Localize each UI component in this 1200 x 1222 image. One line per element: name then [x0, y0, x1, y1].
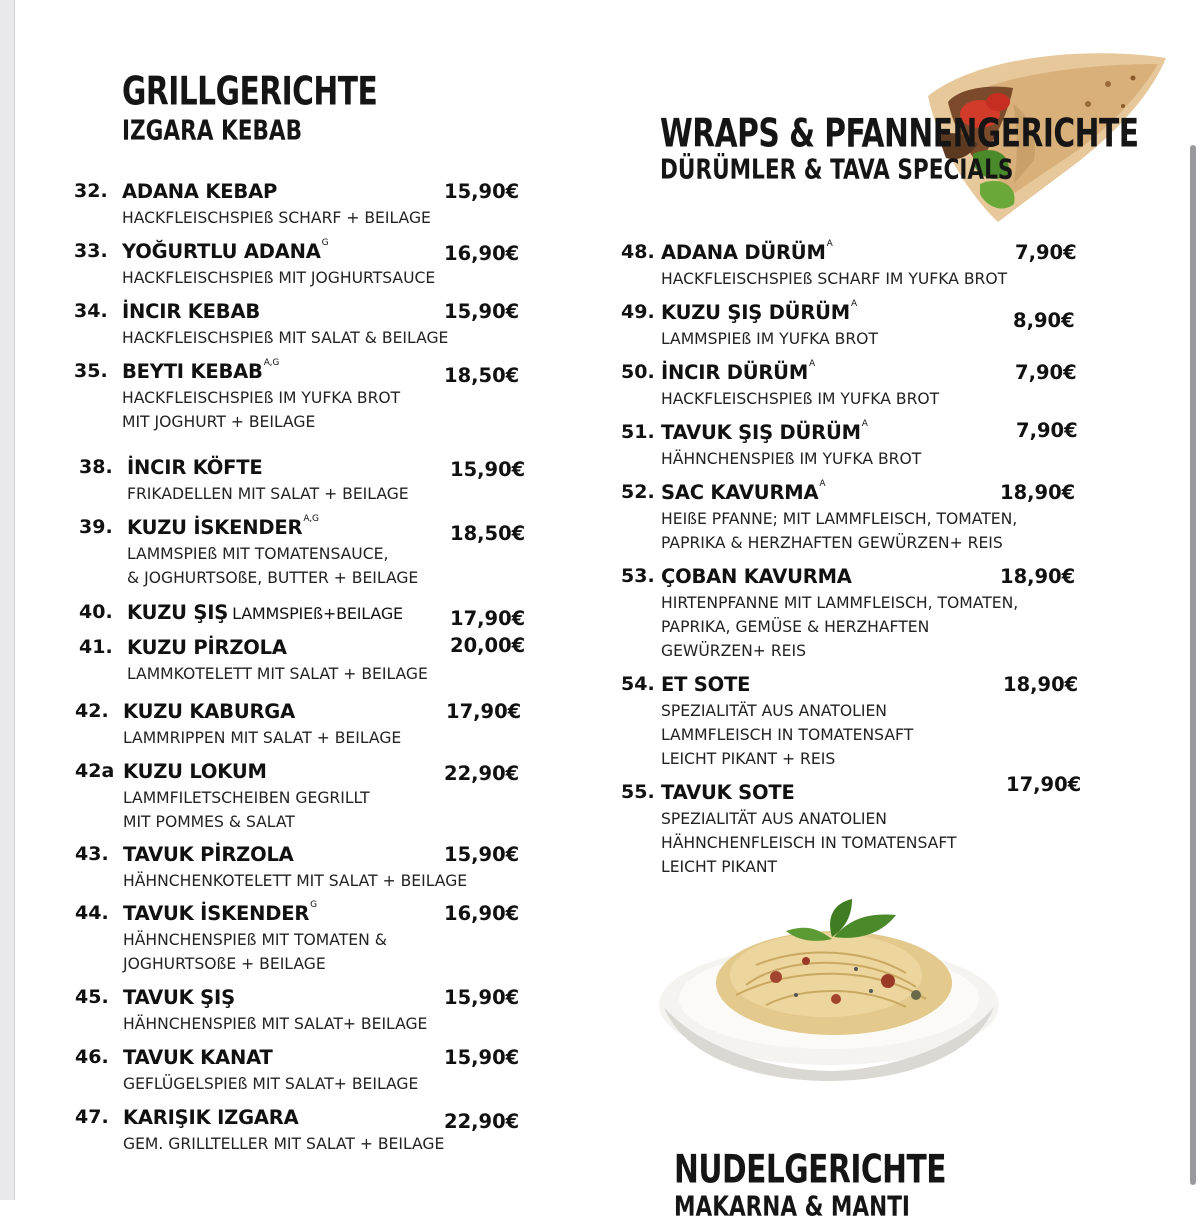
- allergen-mark: A: [826, 239, 833, 249]
- item-description: FRIKADELLEN MIT SALAT + BEILAGE: [127, 485, 409, 503]
- item-description: LAMMRIPPEN MIT SALAT + BEILAGE: [123, 729, 402, 747]
- item-price: 15,90€: [444, 1046, 520, 1069]
- item-price: 20,00€: [450, 634, 526, 657]
- item-name-text: TAVUK ŞIŞ: [123, 986, 235, 1009]
- item-price: 18,50€: [444, 364, 520, 387]
- item-description: LAMMFLEISCH IN TOMATENSAFT: [661, 726, 914, 744]
- item-description: LEICHT PIKANT: [661, 858, 778, 876]
- item-number: 35.: [74, 360, 108, 382]
- allergen-mark: A,G: [263, 358, 280, 368]
- item-number: 42a: [75, 760, 115, 782]
- item-description: LAMMSPIEß IM YUFKA BROT: [661, 330, 878, 348]
- item-name-text: KUZU PİRZOLA: [127, 636, 287, 659]
- item-name: [122, 180, 277, 203]
- item-name: [127, 601, 403, 624]
- item-price: 17,90€: [446, 700, 522, 723]
- item-price: 15,90€: [444, 180, 520, 203]
- item-number: 42.: [75, 700, 109, 722]
- item-description: HACKFLEISCHSPIEß IM YUFKA BROT: [661, 390, 940, 408]
- item-number: 43.: [75, 843, 109, 865]
- item-description: SPEZIALITÄT AUS ANATOLIEN: [661, 702, 887, 720]
- item-description: LEICHT PIKANT + REIS: [661, 750, 836, 768]
- item-name: [123, 902, 317, 925]
- item-description: HÄHNCHENFLEISCH IN TOMATENSAFT: [661, 834, 957, 852]
- item-description: PAPRIKA, GEMÜSE & HERZHAFTEN: [661, 618, 930, 636]
- allergen-mark: A,G: [303, 514, 319, 524]
- item-name: [661, 421, 868, 444]
- allergen-mark: A: [819, 479, 826, 489]
- item-price: 7,90€: [1015, 241, 1077, 264]
- item-price: 22,90€: [444, 1110, 520, 1133]
- item-description: HÄHNCHENSPIEß MIT SALAT+ BEILAGE: [123, 1015, 428, 1033]
- item-description: JOGHURTSOßE + BEILAGE: [123, 955, 326, 973]
- item-name-text: KUZU İSKENDER: [127, 516, 303, 539]
- item-name-text: TAVUK KANAT: [123, 1046, 273, 1069]
- item-price: 15,90€: [444, 843, 520, 866]
- item-description: HIRTENPFANNE MIT LAMMFLEISCH, TOMATEN,: [661, 594, 1019, 612]
- item-number: 38.: [79, 456, 113, 478]
- item-name-text: İNCIR DÜRÜM: [661, 361, 809, 384]
- item-number: 50.: [621, 361, 655, 383]
- item-number: 51.: [621, 421, 655, 443]
- item-name-text: TAVUK İSKENDER: [123, 902, 310, 925]
- item-description: HACKFLEISCHSPIEß IM YUFKA BROT: [122, 389, 401, 407]
- grill-section-title: GRILLGERICHTE: [122, 68, 378, 115]
- item-number: 33.: [74, 240, 108, 262]
- wraps-section-subtitle: DÜRÜMLER & TAVA SPECIALS: [660, 153, 1014, 186]
- pasta-image: [656, 895, 1002, 1085]
- item-name: [123, 700, 295, 723]
- item-description: GEWÜRZEN+ REIS: [661, 642, 807, 660]
- item-number: 40.: [79, 601, 113, 623]
- item-number: 47.: [75, 1106, 109, 1128]
- item-number: 54.: [621, 673, 655, 695]
- item-name: [123, 760, 267, 783]
- allergen-mark: A: [809, 359, 815, 369]
- item-name: [127, 456, 263, 479]
- item-description: LAMMKOTELETT MIT SALAT + BEILAGE: [127, 665, 428, 683]
- item-name: [661, 481, 825, 504]
- item-price: 15,90€: [450, 458, 526, 481]
- item-price: 7,90€: [1015, 361, 1077, 384]
- item-price: 15,90€: [444, 300, 520, 323]
- item-name-text: ADANA KEBAP: [122, 180, 278, 203]
- item-name-text: BEYTI KEBAB: [122, 360, 263, 383]
- item-description: GEFLÜGELSPIEß MIT SALAT+ BEILAGE: [123, 1075, 419, 1093]
- item-name-text: KARIŞIK IZGARA: [123, 1106, 299, 1129]
- item-number: 32.: [74, 180, 108, 202]
- item-name: [661, 673, 750, 696]
- item-name-text: YOĞURTLU ADANA: [122, 240, 321, 263]
- item-description: LAMMSPIEß MIT TOMATENSAUCE,: [127, 545, 389, 563]
- scrollbar[interactable]: [1190, 145, 1196, 1185]
- allergen-mark: G: [310, 900, 317, 910]
- item-description: GEM. GRILLTELLER MIT SALAT + BEILAGE: [123, 1135, 445, 1153]
- allergen-mark: A: [850, 299, 857, 309]
- item-name: [661, 241, 833, 264]
- item-description: HACKFLEISCHSPIEß SCHARF IM YUFKA BROT: [661, 270, 1008, 288]
- item-description: HÄHNCHENKOTELETT MIT SALAT + BEILAGE: [123, 872, 468, 890]
- item-number: 53.: [621, 565, 655, 587]
- item-description: & JOGHURTSOßE, BUTTER + BEILAGE: [127, 569, 419, 587]
- item-name: [123, 1046, 273, 1069]
- item-name-text: ET SOTE: [661, 673, 751, 696]
- item-number: 45.: [75, 986, 109, 1008]
- item-name: [127, 516, 319, 539]
- item-description: HÄHNCHENSPIEß IM YUFKA BROT: [661, 450, 922, 468]
- item-price: 18,90€: [1000, 565, 1076, 588]
- item-inline-description: LAMMSPIEß+BEILAGE: [232, 604, 403, 623]
- item-number: 55.: [621, 781, 655, 803]
- item-name: [123, 986, 235, 1009]
- item-name-text: KUZU ŞIŞ: [127, 601, 229, 624]
- item-description: MIT JOGHURT + BEILAGE: [122, 413, 316, 431]
- item-name-text: TAVUK PİRZOLA: [123, 843, 294, 866]
- item-name-text: KUZU ŞIŞ DÜRÜM: [661, 301, 850, 324]
- item-description: LAMMFILETSCHEIBEN GEGRILLT: [123, 789, 370, 807]
- item-description: SPEZIALITÄT AUS ANATOLIEN: [661, 810, 887, 828]
- item-price: 18,90€: [1000, 481, 1076, 504]
- item-number: 49.: [621, 301, 655, 323]
- item-price: 18,90€: [1003, 673, 1079, 696]
- item-name: [122, 360, 279, 383]
- item-number: 39.: [79, 516, 113, 538]
- item-number: 52.: [621, 481, 655, 503]
- item-name: [661, 781, 795, 804]
- item-description: MIT POMMES & SALAT: [123, 813, 295, 831]
- item-description: HACKFLEISCHSPIEß SCHARF + BEILAGE: [122, 209, 431, 227]
- item-name-text: KUZU KABURGA: [123, 700, 295, 723]
- item-name-text: SAC KAVURMA: [661, 481, 819, 504]
- item-name-text: KUZU LOKUM: [123, 760, 267, 783]
- item-number: 48.: [621, 241, 655, 263]
- noodles-section-title: NUDELGERICHTE: [674, 1146, 947, 1193]
- item-description: HÄHNCHENSPIEß MIT TOMATEN &: [123, 931, 387, 949]
- item-price: 17,90€: [1006, 773, 1082, 796]
- item-price: 8,90€: [1013, 309, 1075, 332]
- item-name: [123, 843, 294, 866]
- allergen-mark: G: [321, 238, 329, 248]
- item-name: [661, 301, 857, 324]
- page-edge: [0, 0, 14, 1200]
- item-description: PAPRIKA & HERZHAFTEN GEWÜRZEN+ REIS: [661, 534, 1003, 552]
- item-name: [127, 636, 287, 659]
- item-price: 17,90€: [450, 607, 526, 630]
- item-number: 44.: [75, 902, 109, 924]
- item-name: [661, 361, 815, 384]
- item-name-text: TAVUK SOTE: [661, 781, 795, 804]
- item-price: 16,90€: [444, 242, 520, 265]
- page-edge-line: [14, 0, 15, 1200]
- item-number: 41.: [79, 636, 113, 658]
- grill-section-subtitle: IZGARA KEBAB: [122, 114, 303, 147]
- allergen-mark: A: [861, 419, 868, 429]
- item-name-text: ÇOBAN KAVURMA: [661, 565, 852, 588]
- item-name-text: İNCIR KÖFTE: [127, 456, 263, 479]
- item-description: HEIßE PFANNE; MIT LAMMFLEISCH, TOMATEN,: [661, 510, 1018, 528]
- noodles-section-subtitle: MAKARNA & MANTI: [674, 1190, 910, 1222]
- item-name-text: ADANA DÜRÜM: [661, 241, 826, 264]
- item-name: [122, 240, 328, 263]
- item-name: [122, 300, 260, 323]
- item-name-text: TAVUK ŞIŞ DÜRÜM: [661, 421, 861, 444]
- item-price: 15,90€: [444, 986, 520, 1009]
- item-name: [123, 1106, 298, 1129]
- item-description: HACKFLEISCHSPIEß MIT JOGHURTSAUCE: [122, 269, 436, 287]
- item-price: 18,50€: [450, 522, 526, 545]
- item-name-text: İNCIR KEBAB: [122, 300, 260, 323]
- item-price: 7,90€: [1016, 419, 1078, 442]
- item-name: [661, 565, 852, 588]
- item-number: 34.: [74, 300, 108, 322]
- item-price: 16,90€: [444, 902, 520, 925]
- wraps-section-title: WRAPS & PFANNENGERICHTE: [660, 110, 1139, 157]
- item-price: 22,90€: [444, 762, 520, 785]
- item-number: 46.: [75, 1046, 109, 1068]
- item-description: HACKFLEISCHSPIEß MIT SALAT & BEILAGE: [122, 329, 449, 347]
